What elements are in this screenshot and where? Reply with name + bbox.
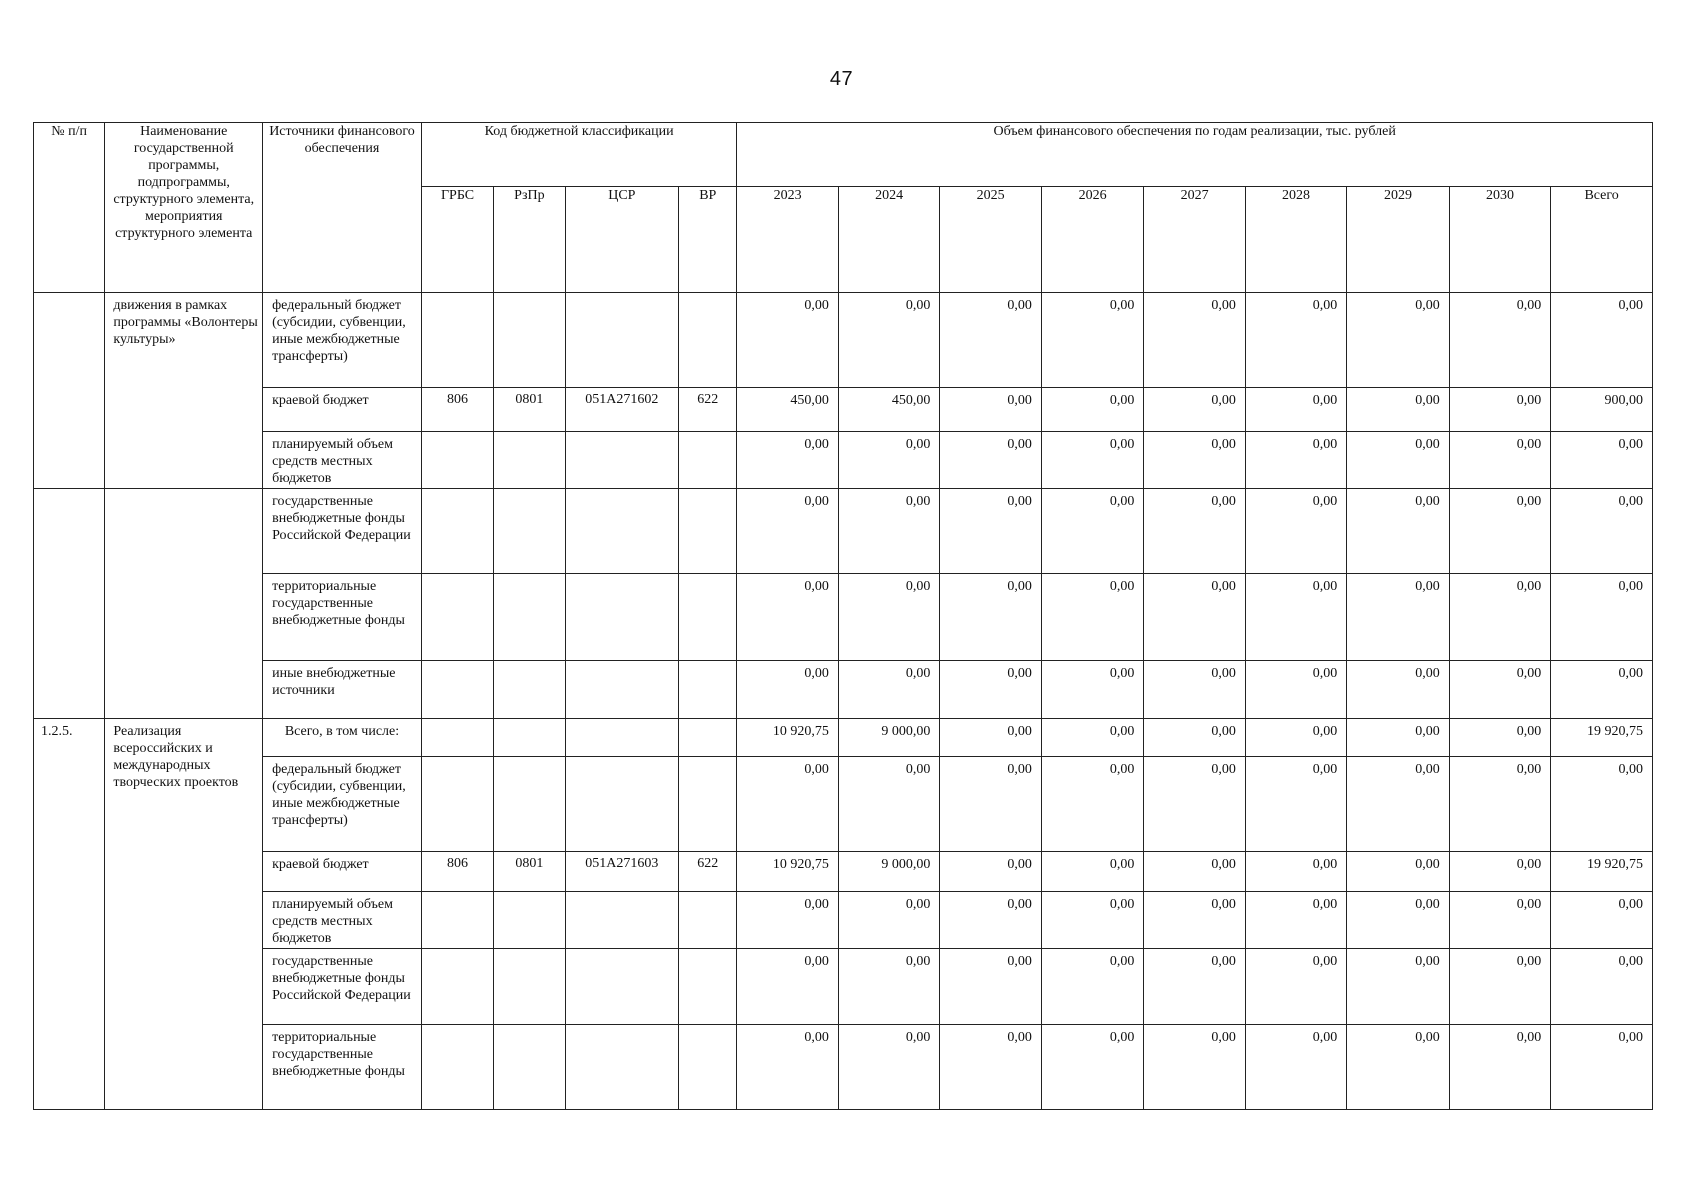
value-total: 0,00 bbox=[1551, 892, 1653, 949]
header-source: Источники финансового обеспечения bbox=[263, 123, 422, 293]
table-header bbox=[34, 123, 1653, 293]
funding-source: территориальные государственные внебюджетные фонды bbox=[263, 574, 422, 661]
value-total: 19 920,75 bbox=[1551, 852, 1653, 892]
value-2024: 0,00 bbox=[838, 892, 939, 949]
grbs-code bbox=[421, 949, 493, 1025]
value-total: 0,00 bbox=[1551, 574, 1653, 661]
value-2028: 0,00 bbox=[1245, 574, 1346, 661]
value-2029: 0,00 bbox=[1347, 574, 1449, 661]
funding-source: иные внебюджетные источники bbox=[263, 661, 422, 719]
value-2025: 0,00 bbox=[940, 574, 1041, 661]
value-2027: 0,00 bbox=[1144, 949, 1245, 1025]
value-total: 0,00 bbox=[1551, 661, 1653, 719]
funding-source: государственные внебюджетные фонды Российской Федерации bbox=[263, 489, 422, 574]
funding-source: краевой бюджет bbox=[263, 852, 422, 892]
vr-code bbox=[679, 489, 737, 574]
row-number bbox=[34, 489, 105, 719]
table-row bbox=[34, 719, 1653, 757]
csr-code bbox=[565, 892, 679, 949]
value-2030: 0,00 bbox=[1449, 757, 1550, 852]
value-2025: 0,00 bbox=[940, 949, 1041, 1025]
value-2026: 0,00 bbox=[1041, 489, 1143, 574]
csr-code: 051A271603 bbox=[565, 852, 679, 892]
vr-code bbox=[679, 757, 737, 852]
value-2030: 0,00 bbox=[1449, 432, 1550, 489]
value-2027: 0,00 bbox=[1144, 489, 1245, 574]
value-2027: 0,00 bbox=[1144, 293, 1245, 388]
header-year-2025: 2025 bbox=[940, 187, 1041, 293]
value-2025: 0,00 bbox=[940, 489, 1041, 574]
table-row bbox=[34, 949, 1653, 1025]
value-2027: 0,00 bbox=[1144, 388, 1245, 432]
rzpr-code bbox=[494, 432, 565, 489]
value-2025: 0,00 bbox=[940, 432, 1041, 489]
value-2023: 10 920,75 bbox=[737, 719, 838, 757]
header-total: Всего bbox=[1551, 187, 1653, 293]
rzpr-code bbox=[494, 574, 565, 661]
csr-code bbox=[565, 432, 679, 489]
value-2028: 0,00 bbox=[1245, 757, 1346, 852]
value-2025: 0,00 bbox=[940, 719, 1041, 757]
value-2025: 0,00 bbox=[940, 852, 1041, 892]
value-2025: 0,00 bbox=[940, 661, 1041, 719]
grbs-code bbox=[421, 489, 493, 574]
value-2028: 0,00 bbox=[1245, 852, 1346, 892]
value-total: 19 920,75 bbox=[1551, 719, 1653, 757]
value-2023: 0,00 bbox=[737, 661, 838, 719]
funding-source: планируемый объем средств местных бюджетов bbox=[263, 432, 422, 489]
table-body bbox=[34, 293, 1653, 1110]
value-2030: 0,00 bbox=[1449, 574, 1550, 661]
value-2028: 0,00 bbox=[1245, 1025, 1346, 1110]
value-2023: 0,00 bbox=[737, 949, 838, 1025]
value-2028: 0,00 bbox=[1245, 719, 1346, 757]
row-number: 1.2.5. bbox=[34, 719, 105, 1110]
csr-code bbox=[565, 757, 679, 852]
activity-name bbox=[105, 489, 263, 719]
csr-code: 051A271602 bbox=[565, 388, 679, 432]
vr-code bbox=[679, 293, 737, 388]
value-2030: 0,00 bbox=[1449, 293, 1550, 388]
value-total: 0,00 bbox=[1551, 757, 1653, 852]
header-year-2026: 2026 bbox=[1041, 187, 1143, 293]
value-2024: 9 000,00 bbox=[838, 852, 939, 892]
table-row bbox=[34, 293, 1653, 388]
rzpr-code bbox=[494, 949, 565, 1025]
value-2030: 0,00 bbox=[1449, 852, 1550, 892]
value-2026: 0,00 bbox=[1041, 949, 1143, 1025]
value-2024: 0,00 bbox=[838, 489, 939, 574]
table-row bbox=[34, 757, 1653, 852]
table-row bbox=[34, 892, 1653, 949]
header-kbk-group: Код бюджетной классификации bbox=[421, 123, 737, 187]
value-2023: 0,00 bbox=[737, 892, 838, 949]
value-total: 900,00 bbox=[1551, 388, 1653, 432]
grbs-code bbox=[421, 719, 493, 757]
vr-code bbox=[679, 892, 737, 949]
table-row bbox=[34, 661, 1653, 719]
funding-source: федеральный бюджет (субсидии, субвенции, иные межбюджетные трансферты) bbox=[263, 757, 422, 852]
grbs-code bbox=[421, 574, 493, 661]
table-row bbox=[34, 489, 1653, 574]
header-year-2027: 2027 bbox=[1144, 187, 1245, 293]
grbs-code bbox=[421, 1025, 493, 1110]
value-2029: 0,00 bbox=[1347, 489, 1449, 574]
value-2023: 0,00 bbox=[737, 489, 838, 574]
value-2028: 0,00 bbox=[1245, 432, 1346, 489]
funding-source: планируемый объем средств местных бюджетов bbox=[263, 892, 422, 949]
value-2025: 0,00 bbox=[940, 892, 1041, 949]
header-funding-group: Объем финансового обеспечения по годам реализации, тыс. рублей bbox=[737, 123, 1653, 187]
value-2030: 0,00 bbox=[1449, 489, 1550, 574]
value-2027: 0,00 bbox=[1144, 719, 1245, 757]
csr-code bbox=[565, 1025, 679, 1110]
value-2023: 10 920,75 bbox=[737, 852, 838, 892]
rzpr-code bbox=[494, 719, 565, 757]
rzpr-code bbox=[494, 489, 565, 574]
value-2030: 0,00 bbox=[1449, 892, 1550, 949]
vr-code bbox=[679, 661, 737, 719]
value-total: 0,00 bbox=[1551, 432, 1653, 489]
csr-code bbox=[565, 574, 679, 661]
activity-name: Реализация всероссийских и международных творческих проектов bbox=[105, 719, 263, 1110]
value-2027: 0,00 bbox=[1144, 757, 1245, 852]
rzpr-code bbox=[494, 661, 565, 719]
value-2027: 0,00 bbox=[1144, 892, 1245, 949]
page-number: 47 bbox=[829, 68, 854, 90]
header-rzpr: РзПр bbox=[494, 187, 565, 293]
value-2028: 0,00 bbox=[1245, 892, 1346, 949]
funding-source: Всего, в том числе: bbox=[263, 719, 422, 757]
value-2028: 0,00 bbox=[1245, 661, 1346, 719]
value-2023: 0,00 bbox=[737, 1025, 838, 1110]
value-2029: 0,00 bbox=[1347, 1025, 1449, 1110]
row-number bbox=[34, 293, 105, 489]
funding-source: краевой бюджет bbox=[263, 388, 422, 432]
value-2029: 0,00 bbox=[1347, 949, 1449, 1025]
value-2027: 0,00 bbox=[1144, 432, 1245, 489]
header-year-2028: 2028 bbox=[1245, 187, 1346, 293]
value-2026: 0,00 bbox=[1041, 1025, 1143, 1110]
vr-code bbox=[679, 949, 737, 1025]
header-name: Наименование государственной программы, подпрограммы, структурного элемента, мероприятия структурного элемента bbox=[105, 123, 263, 293]
csr-code bbox=[565, 661, 679, 719]
value-2030: 0,00 bbox=[1449, 388, 1550, 432]
value-2029: 0,00 bbox=[1347, 293, 1449, 388]
value-2023: 0,00 bbox=[737, 293, 838, 388]
value-2026: 0,00 bbox=[1041, 432, 1143, 489]
table-row bbox=[34, 1025, 1653, 1110]
vr-code: 622 bbox=[679, 388, 737, 432]
value-2023: 450,00 bbox=[737, 388, 838, 432]
value-total: 0,00 bbox=[1551, 949, 1653, 1025]
vr-code bbox=[679, 1025, 737, 1110]
value-2025: 0,00 bbox=[940, 757, 1041, 852]
grbs-code bbox=[421, 293, 493, 388]
value-total: 0,00 bbox=[1551, 293, 1653, 388]
value-2029: 0,00 bbox=[1347, 757, 1449, 852]
value-2026: 0,00 bbox=[1041, 892, 1143, 949]
grbs-code: 806 bbox=[421, 852, 493, 892]
grbs-code bbox=[421, 432, 493, 489]
value-total: 0,00 bbox=[1551, 1025, 1653, 1110]
value-2024: 0,00 bbox=[838, 757, 939, 852]
header-vr: ВР bbox=[679, 187, 737, 293]
grbs-code bbox=[421, 661, 493, 719]
header-year-2029: 2029 bbox=[1347, 187, 1449, 293]
value-2028: 0,00 bbox=[1245, 949, 1346, 1025]
value-2026: 0,00 bbox=[1041, 293, 1143, 388]
value-2029: 0,00 bbox=[1347, 388, 1449, 432]
value-2025: 0,00 bbox=[940, 1025, 1041, 1110]
grbs-code bbox=[421, 757, 493, 852]
value-2029: 0,00 bbox=[1347, 719, 1449, 757]
value-2026: 0,00 bbox=[1041, 388, 1143, 432]
value-2024: 0,00 bbox=[838, 432, 939, 489]
rzpr-code bbox=[494, 892, 565, 949]
csr-code bbox=[565, 719, 679, 757]
value-2024: 0,00 bbox=[838, 949, 939, 1025]
vr-code bbox=[679, 432, 737, 489]
vr-code bbox=[679, 719, 737, 757]
value-2030: 0,00 bbox=[1449, 719, 1550, 757]
header-year-2030: 2030 bbox=[1449, 187, 1550, 293]
value-2024: 0,00 bbox=[838, 574, 939, 661]
value-2026: 0,00 bbox=[1041, 661, 1143, 719]
value-2024: 0,00 bbox=[838, 1025, 939, 1110]
csr-code bbox=[565, 949, 679, 1025]
vr-code bbox=[679, 574, 737, 661]
header-num: № п/п bbox=[34, 123, 105, 293]
value-2026: 0,00 bbox=[1041, 852, 1143, 892]
vr-code: 622 bbox=[679, 852, 737, 892]
value-2029: 0,00 bbox=[1347, 852, 1449, 892]
budget-table bbox=[33, 122, 1653, 1110]
header-csr: ЦСР bbox=[565, 187, 679, 293]
value-2026: 0,00 bbox=[1041, 574, 1143, 661]
rzpr-code: 0801 bbox=[494, 388, 565, 432]
table-row bbox=[34, 388, 1653, 432]
value-2023: 0,00 bbox=[737, 574, 838, 661]
value-2025: 0,00 bbox=[940, 388, 1041, 432]
value-2027: 0,00 bbox=[1144, 574, 1245, 661]
value-2030: 0,00 bbox=[1449, 949, 1550, 1025]
header-grbs: ГРБС bbox=[421, 187, 493, 293]
value-2029: 0,00 bbox=[1347, 892, 1449, 949]
rzpr-code: 0801 bbox=[494, 852, 565, 892]
value-2023: 0,00 bbox=[737, 432, 838, 489]
value-2030: 0,00 bbox=[1449, 661, 1550, 719]
rzpr-code bbox=[494, 1025, 565, 1110]
value-2024: 0,00 bbox=[838, 661, 939, 719]
value-2028: 0,00 bbox=[1245, 293, 1346, 388]
funding-source: государственные внебюджетные фонды Российской Федерации bbox=[263, 949, 422, 1025]
value-total: 0,00 bbox=[1551, 489, 1653, 574]
value-2027: 0,00 bbox=[1144, 852, 1245, 892]
value-2024: 9 000,00 bbox=[838, 719, 939, 757]
value-2029: 0,00 bbox=[1347, 432, 1449, 489]
rzpr-code bbox=[494, 757, 565, 852]
rzpr-code bbox=[494, 293, 565, 388]
value-2024: 450,00 bbox=[838, 388, 939, 432]
value-2028: 0,00 bbox=[1245, 489, 1346, 574]
value-2025: 0,00 bbox=[940, 293, 1041, 388]
value-2030: 0,00 bbox=[1449, 1025, 1550, 1110]
csr-code bbox=[565, 489, 679, 574]
grbs-code: 806 bbox=[421, 388, 493, 432]
value-2023: 0,00 bbox=[737, 757, 838, 852]
table-row bbox=[34, 574, 1653, 661]
header-year-2024: 2024 bbox=[838, 187, 939, 293]
grbs-code bbox=[421, 892, 493, 949]
value-2029: 0,00 bbox=[1347, 661, 1449, 719]
table-row bbox=[34, 432, 1653, 489]
value-2026: 0,00 bbox=[1041, 719, 1143, 757]
activity-name: движения в рамках программы «Волонтеры культуры» bbox=[105, 293, 263, 489]
value-2028: 0,00 bbox=[1245, 388, 1346, 432]
funding-source: территориальные государственные внебюджетные фонды bbox=[263, 1025, 422, 1110]
value-2027: 0,00 bbox=[1144, 1025, 1245, 1110]
value-2024: 0,00 bbox=[838, 293, 939, 388]
funding-source: федеральный бюджет (субсидии, субвенции, иные межбюджетные трансферты) bbox=[263, 293, 422, 388]
table-row bbox=[34, 852, 1653, 892]
value-2026: 0,00 bbox=[1041, 757, 1143, 852]
csr-code bbox=[565, 293, 679, 388]
header-year-2023: 2023 bbox=[737, 187, 838, 293]
value-2027: 0,00 bbox=[1144, 661, 1245, 719]
